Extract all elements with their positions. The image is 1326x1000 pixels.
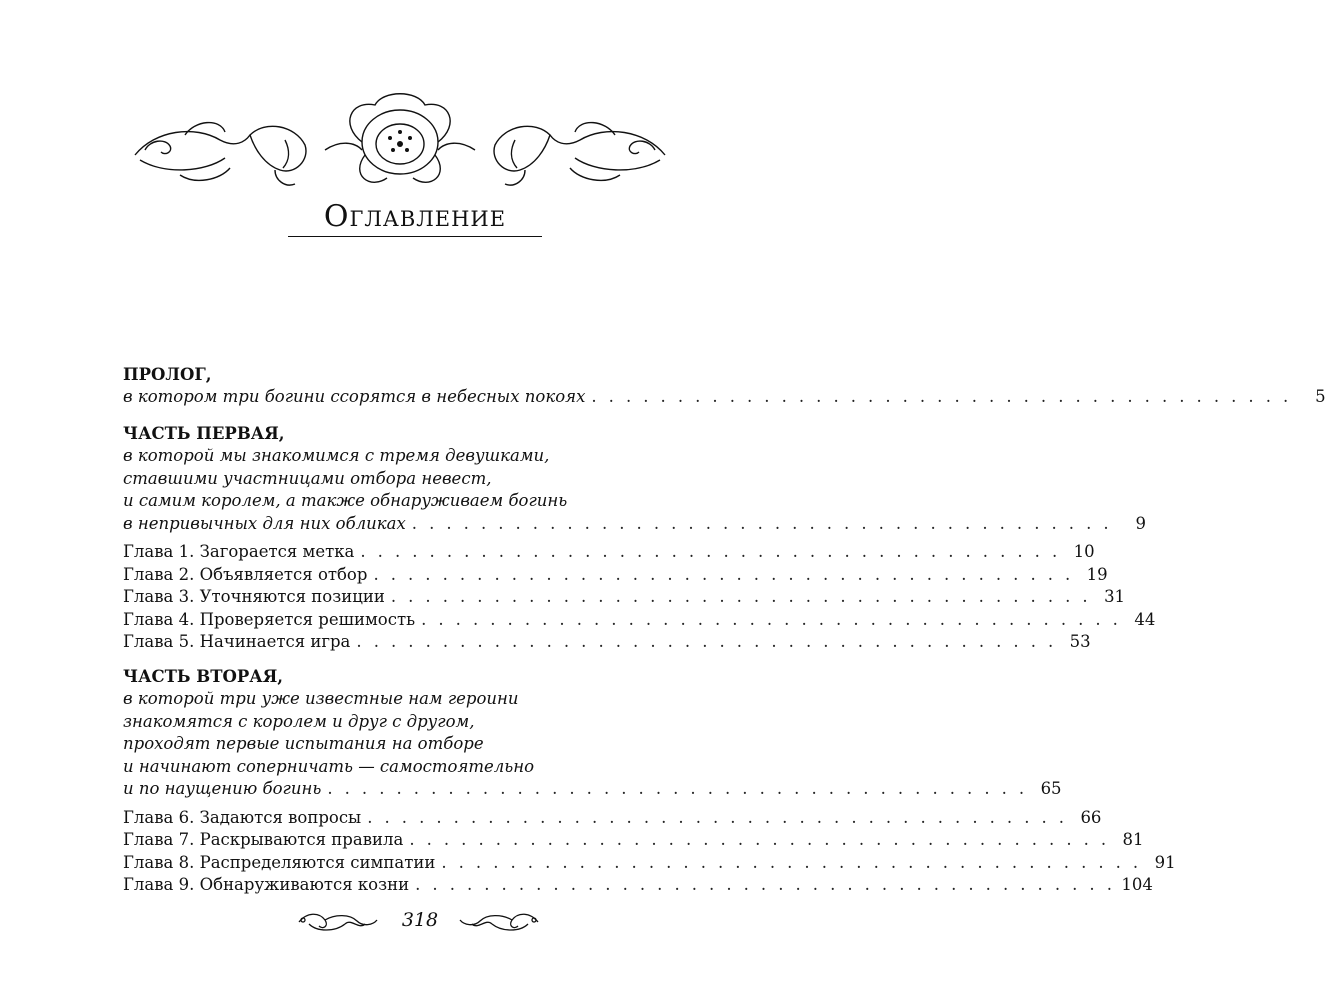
chapter-entry[interactable]: [123, 829, 1144, 852]
page-number: 65: [1040, 779, 1062, 798]
toc-entry[interactable]: [123, 778, 1062, 801]
page-number: 19: [1086, 564, 1108, 584]
section-description: проходят первые испытания на отборе: [123, 734, 484, 753]
page-number: 53: [1069, 632, 1091, 651]
chapter-list: [123, 807, 1176, 897]
page-title: Оглавление: [323, 199, 507, 234]
chapter-list: [123, 541, 1156, 654]
dot-leader: . . . . . . . . . . . . . . . . . . . . . . . . . . . . . . . . . . . . . . . . .: [373, 564, 1074, 584]
chapter-title: Глава 9. Обнаруживаются козни: [123, 875, 410, 894]
floral-ornament-icon: [125, 80, 675, 205]
toc-section-prologue: [123, 364, 1326, 409]
page-number: 104: [1121, 875, 1153, 894]
section-description: и начинают соперничать — самостоятельно: [123, 756, 535, 776]
section-title: ЧАСТЬ ВТОРАЯ,: [123, 667, 284, 686]
dot-leader: . . . . . . . . . . . . . . . . . . . . . . . . . . . . . . . . . . . . . . . . .: [591, 387, 1292, 406]
page-number: 9: [1135, 513, 1147, 533]
dot-leader: . . . . . . . . . . . . . . . . . . . . . . . . . . . . . . . . . . . . . . . . .: [441, 852, 1142, 872]
dot-leader: . . . . . . . . . . . . . . . . . . . . . . . . . . . . . . . . . . . . . . . . .: [327, 779, 1028, 798]
section-title: ЧАСТЬ ПЕРВАЯ,: [123, 424, 285, 443]
toc-section-part-one: [123, 423, 1156, 654]
section-description: и по наущению богинь: [123, 779, 322, 798]
page-number: 66: [1080, 807, 1102, 827]
left-vignette-icon: [295, 908, 380, 934]
chapter-title: Глава 8. Распределяются симпатии: [123, 852, 436, 872]
chapter-title: Глава 3. Уточняются позиции: [123, 587, 385, 606]
dot-leader: . . . . . . . . . . . . . . . . . . . . . . . . . . . . . . . . . . . . . . . . .: [367, 807, 1068, 827]
page-number: 10: [1073, 542, 1095, 561]
page-number: 31: [1104, 587, 1126, 606]
page-footer: [295, 906, 545, 936]
section-description: знакомятся с королем и друг с другом,: [123, 711, 475, 731]
page-number: 5: [1315, 387, 1326, 406]
right-vignette-icon: [457, 908, 542, 934]
dot-leader: . . . . . . . . . . . . . . . . . . . . . . . . . . . . . . . . . . . . . . . . .: [360, 542, 1061, 561]
dot-leader: . . . . . . . . . . . . . . . . . . . . . . . . . . . . . . . . . . . . . . . . .: [415, 875, 1116, 894]
chapter-entry[interactable]: [123, 631, 1091, 654]
dot-leader: . . . . . . . . . . . . . . . . . . . . . . . . . . . . . . . . . . . . . . . . .: [390, 587, 1092, 606]
chapter-title: Глава 1. Загорается метка: [123, 542, 355, 561]
title-underline: [288, 236, 542, 237]
chapter-entry[interactable]: [123, 541, 1095, 564]
chapter-title: Глава 2. Объявляется отбор: [123, 564, 368, 584]
chapter-entry[interactable]: [123, 586, 1126, 609]
section-description: в которой три уже известные нам героини: [123, 689, 519, 708]
page-number: 91: [1154, 852, 1176, 872]
toc-entry[interactable]: [123, 513, 1147, 536]
section-description: и самим королем, а также обнаруживаем богинь: [123, 491, 568, 510]
section-description: в непривычных для них обликах: [123, 513, 406, 533]
chapter-entry[interactable]: [123, 874, 1153, 897]
section-description: ставшими участницами отбора невест,: [123, 468, 492, 488]
section-description: в котором три богини ссорятся в небесных покоях: [123, 387, 586, 406]
dot-leader: . . . . . . . . . . . . . . . . . . . . . . . . . . . . . . . . . . . . . . . . .: [409, 830, 1110, 849]
page-number-footer: 318: [401, 909, 439, 931]
chapter-title: Глава 4. Проверяется решимость: [123, 609, 416, 629]
chapter-entry[interactable]: [123, 852, 1176, 875]
chapter-title: Глава 7. Раскрываются правила: [123, 830, 404, 849]
page-number: 81: [1122, 830, 1144, 849]
page-number: 44: [1134, 609, 1156, 629]
toc-entry[interactable]: [123, 386, 1326, 409]
dot-leader: . . . . . . . . . . . . . . . . . . . . . . . . . . . . . . . . . . . . . . . . .: [411, 513, 1113, 533]
dot-leader: . . . . . . . . . . . . . . . . . . . . . . . . . . . . . . . . . . . . . . . . .: [356, 632, 1057, 651]
chapter-entry[interactable]: [123, 609, 1156, 632]
chapter-entry[interactable]: [123, 807, 1102, 830]
chapter-title: Глава 6. Задаются вопросы: [123, 807, 362, 827]
section-description: в которой мы знакомимся с тремя девушками,: [123, 446, 550, 465]
section-title: ПРОЛОГ,: [123, 365, 212, 384]
dot-leader: . . . . . . . . . . . . . . . . . . . . . . . . . . . . . . . . . . . . . . . . .: [421, 609, 1122, 629]
chapter-entry[interactable]: [123, 564, 1108, 587]
chapter-title: Глава 5. Начинается игра: [123, 632, 351, 651]
toc-section-part-two: [123, 666, 1176, 897]
